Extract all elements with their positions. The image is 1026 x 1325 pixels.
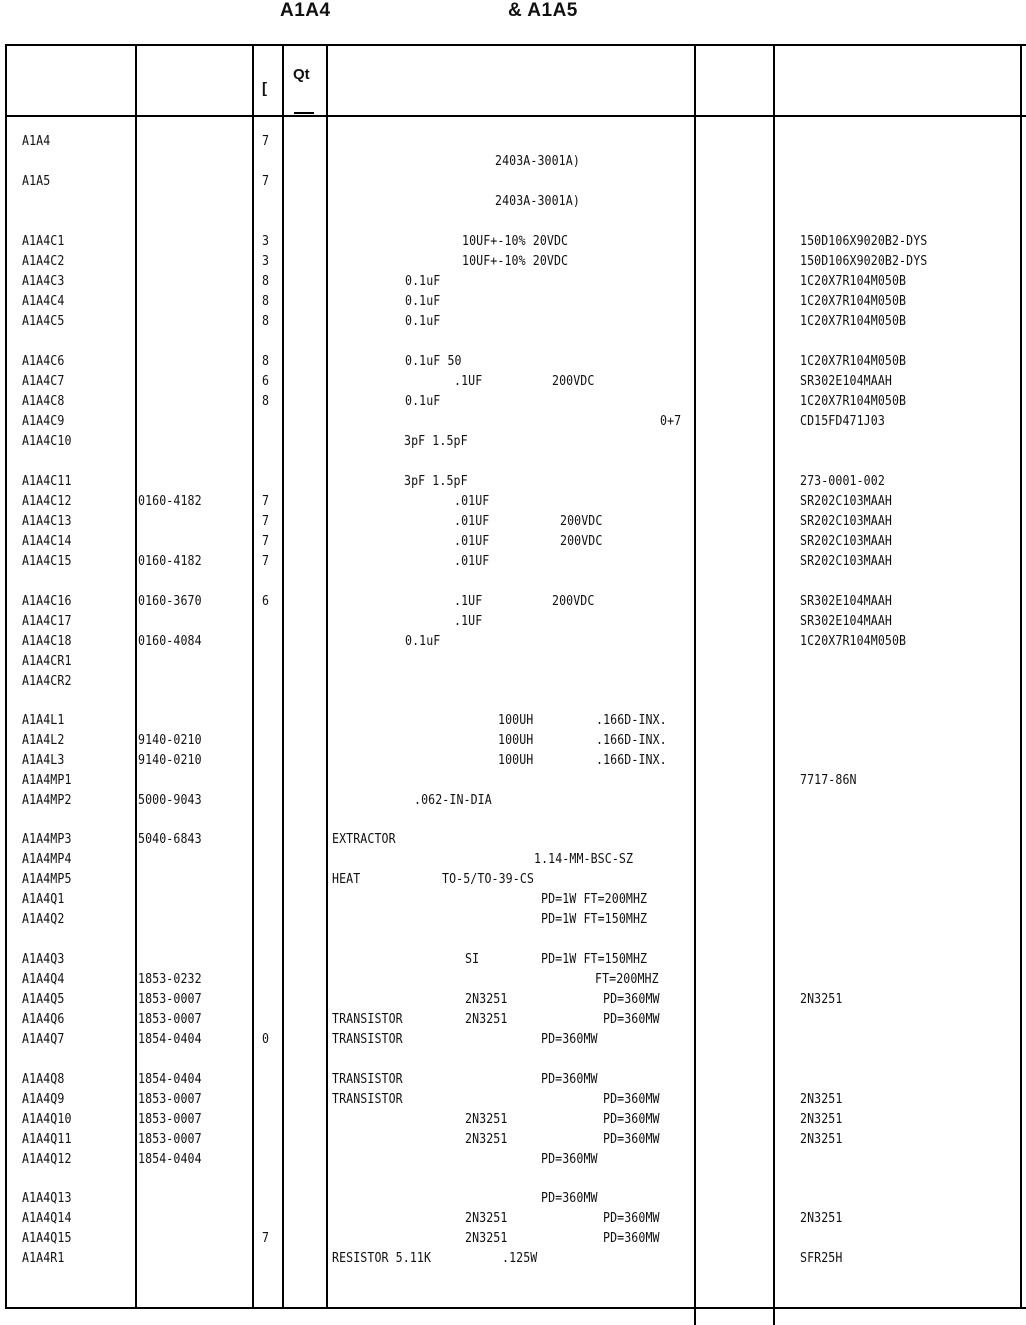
part-number: 5040-6843 (138, 831, 202, 847)
ref-designator: A1A4C15 (22, 553, 72, 569)
mfr-part-number: SFR25H (800, 1250, 843, 1266)
description: EXTRACTOR (332, 831, 396, 847)
ref-designator: A1A4Q7 (22, 1031, 65, 1047)
description: 1.14-MM-BSC-SZ (534, 851, 634, 867)
check-digit: 7 (262, 1230, 270, 1246)
description: 0.1uF (405, 273, 441, 289)
ref-designator: A1A4Q2 (22, 911, 65, 927)
ref-designator: A1A4Q8 (22, 1071, 65, 1087)
mfr-part-number: CD15FD471J03 (800, 413, 885, 429)
part-number: 1853-0007 (138, 1091, 202, 1107)
description-detail: PD=360MW (603, 1011, 660, 1027)
description: 100UH (498, 712, 534, 728)
description: 0.1uF (405, 393, 441, 409)
mfr-part-number: 2N3251 (800, 991, 843, 1007)
ref-designator: A1A4C2 (22, 253, 65, 269)
check-digit: 7 (262, 173, 270, 189)
ref-designator: A1A4 (22, 133, 51, 149)
description-detail: 200VDC (552, 373, 595, 389)
ref-designator: A1A4Q15 (22, 1230, 72, 1246)
col-line-6 (773, 44, 775, 1325)
description: RESISTOR 5.11K (332, 1250, 432, 1266)
description-detail: PD=360MW (603, 1230, 660, 1246)
check-digit: 7 (262, 133, 270, 149)
mfr-part-number: 273-0001-002 (800, 473, 885, 489)
mfr-part-number: 2N3251 (800, 1210, 843, 1226)
description: TRANSISTOR (332, 1011, 403, 1027)
ref-designator: A1A4C18 (22, 633, 72, 649)
description: .1UF (454, 373, 483, 389)
ref-designator: A1A4Q13 (22, 1190, 72, 1206)
description-detail: PD=360MW (603, 1210, 660, 1226)
ref-designator: A1A4C11 (22, 473, 72, 489)
qty-tick (294, 112, 314, 114)
description-detail: PD=360MW (541, 1190, 598, 1206)
ref-designator: A1A4L3 (22, 752, 65, 768)
ref-designator: A1A4C4 (22, 293, 65, 309)
mfr-part-number: 1C20X7R104M050B (800, 273, 907, 289)
description: 100UH (498, 752, 534, 768)
check-digit: 7 (262, 513, 270, 529)
description: .01UF (454, 533, 490, 549)
col-line-2 (252, 44, 254, 1309)
ref-designator: A1A4Q4 (22, 971, 65, 987)
description: TRANSISTOR (332, 1031, 403, 1047)
check-digit: 3 (262, 233, 270, 249)
description-detail: TO-5/TO-39-CS (442, 871, 534, 887)
description: 2N3251 (465, 1131, 508, 1147)
ref-designator: A1A4C8 (22, 393, 65, 409)
check-digit: 8 (262, 293, 270, 309)
ref-designator: A1A4MP2 (22, 792, 72, 808)
description-detail: PD=360MW (541, 1071, 598, 1087)
description-detail: PD=360MW (603, 991, 660, 1007)
description: 2N3251 (465, 1230, 508, 1246)
description-detail: 200VDC (560, 513, 603, 529)
ref-designator: A1A4C1 (22, 233, 65, 249)
part-number: 9140-0210 (138, 732, 202, 748)
part-number: 0160-4084 (138, 633, 202, 649)
description: .1UF (454, 593, 483, 609)
description: 2N3251 (465, 1210, 508, 1226)
description: 2403A-3001A) (495, 193, 580, 209)
mfr-part-number: SR202C103MAAH (800, 513, 892, 529)
part-number: 1854-0404 (138, 1151, 202, 1167)
ref-designator: A1A4MP5 (22, 871, 72, 887)
mfr-part-number: 1C20X7R104M050B (800, 313, 907, 329)
description: 100UH (498, 732, 534, 748)
title-a1a5: & A1A5 (508, 0, 578, 21)
col-line-0 (5, 44, 7, 1309)
part-number: 9140-0210 (138, 752, 202, 768)
part-number: 1854-0404 (138, 1071, 202, 1087)
ref-designator: A1A4Q6 (22, 1011, 65, 1027)
description: 3pF 1.5pF (404, 433, 468, 449)
check-digit: 6 (262, 593, 270, 609)
mfr-part-number: 1C20X7R104M050B (800, 293, 907, 309)
ref-designator: A1A4L2 (22, 732, 65, 748)
description-detail: PD=360MW (541, 1031, 598, 1047)
col-line-4 (326, 44, 328, 1309)
header-divider (5, 115, 1026, 117)
table-bottom-border (5, 1307, 1026, 1309)
mfr-part-number: 150D106X9020B2-DYS (800, 253, 928, 269)
description: 0.1uF (405, 293, 441, 309)
mfr-part-number: 150D106X9020B2-DYS (800, 233, 928, 249)
description-detail: PD=360MW (541, 1151, 598, 1167)
ref-designator: A1A4C14 (22, 533, 72, 549)
col-line-3 (282, 44, 284, 1309)
part-number: 1853-0232 (138, 971, 202, 987)
description: TRANSISTOR (332, 1071, 403, 1087)
part-number: 0160-4182 (138, 493, 202, 509)
ref-designator: A1A4Q9 (22, 1091, 65, 1107)
description-detail: PD=360MW (603, 1091, 660, 1107)
description: .1UF (454, 613, 483, 629)
ref-designator: A1A4C3 (22, 273, 65, 289)
ref-designator: A1A4MP1 (22, 772, 72, 788)
part-number: 1853-0007 (138, 1011, 202, 1027)
ref-designator: A1A4MP3 (22, 831, 72, 847)
ref-designator: A1A4C6 (22, 353, 65, 369)
col-line-7 (1020, 44, 1022, 1309)
description: .01UF (454, 553, 490, 569)
description-detail: 200VDC (560, 533, 603, 549)
ref-designator: A1A4Q12 (22, 1151, 72, 1167)
check-digit: 7 (262, 493, 270, 509)
description: 2403A-3001A) (495, 153, 580, 169)
check-digit: 8 (262, 353, 270, 369)
check-digit: 6 (262, 373, 270, 389)
mfr-part-number: 2N3251 (800, 1091, 843, 1107)
description-detail: .125W (502, 1250, 538, 1266)
description-detail: 2N3251 (465, 1011, 508, 1027)
check-digit: 0 (262, 1031, 270, 1047)
ref-designator: A1A4Q1 (22, 891, 65, 907)
check-digit: 3 (262, 253, 270, 269)
mfr-part-number: SR302E104MAAH (800, 613, 892, 629)
description-detail: PD=1W FT=150MHZ (541, 951, 648, 967)
mfr-part-number: 1C20X7R104M050B (800, 393, 907, 409)
description-detail: .166D-INX. (596, 752, 667, 768)
col-line-5 (694, 44, 696, 1325)
description: SI (465, 951, 480, 967)
description: 10UF+-10% 20VDC (462, 253, 569, 269)
mfr-part-number: SR202C103MAAH (800, 553, 892, 569)
description: 2N3251 (465, 991, 508, 1007)
ref-designator: A1A4Q10 (22, 1111, 72, 1127)
description-detail: FT=200MHZ (595, 971, 659, 987)
header-col-d: [ (262, 80, 267, 97)
description-detail: .166D-INX. (596, 712, 667, 728)
mfr-part-number: 1C20X7R104M050B (800, 633, 907, 649)
ref-designator: A1A4Q14 (22, 1210, 72, 1226)
ref-designator: A1A4MP4 (22, 851, 72, 867)
ref-designator: A1A4C13 (22, 513, 72, 529)
check-digit: 8 (262, 393, 270, 409)
ref-designator: A1A4R1 (22, 1250, 65, 1266)
ref-designator: A1A4C9 (22, 413, 65, 429)
mfr-part-number: SR202C103MAAH (800, 493, 892, 509)
description: .062-IN-DIA (414, 792, 492, 808)
mfr-part-number: 1C20X7R104M050B (800, 353, 907, 369)
mfr-part-number: SR202C103MAAH (800, 533, 892, 549)
description-detail: .166D-INX. (596, 732, 667, 748)
table-top-border (5, 44, 1026, 46)
description-detail: PD=1W FT=200MHZ (541, 891, 648, 907)
description: TRANSISTOR (332, 1091, 403, 1107)
ref-designator: A1A4L1 (22, 712, 65, 728)
check-digit: 8 (262, 313, 270, 329)
title-a1a4: A1A4 (280, 0, 331, 21)
ref-designator: A1A4C5 (22, 313, 65, 329)
ref-designator: A1A4Q5 (22, 991, 65, 1007)
part-number: 1854-0404 (138, 1031, 202, 1047)
mfr-part-number: SR302E104MAAH (800, 593, 892, 609)
ref-designator: A1A4C10 (22, 433, 72, 449)
part-number: 1853-0007 (138, 991, 202, 1007)
description-detail: PD=360MW (603, 1111, 660, 1127)
description-detail: PD=360MW (603, 1131, 660, 1147)
description: 0.1uF (405, 313, 441, 329)
ref-designator: A1A4CR1 (22, 653, 72, 669)
ref-designator: A1A4Q11 (22, 1131, 72, 1147)
ref-designator: A1A4CR2 (22, 673, 72, 689)
description: 0.1uF (405, 633, 441, 649)
ref-designator: A1A4Q3 (22, 951, 65, 967)
check-digit: 7 (262, 533, 270, 549)
ref-designator: A1A4C12 (22, 493, 72, 509)
part-number: 5000-9043 (138, 792, 202, 808)
description: 10UF+-10% 20VDC (462, 233, 569, 249)
check-digit: 8 (262, 273, 270, 289)
mfr-part-number: 7717-86N (800, 772, 857, 788)
description: 2N3251 (465, 1111, 508, 1127)
description-detail: 0+7 (660, 413, 682, 429)
header-col-qty: Qt (293, 66, 310, 83)
description: 3pF 1.5pF (404, 473, 468, 489)
description: 0.1uF 50 (405, 353, 462, 369)
part-number: 0160-3670 (138, 593, 202, 609)
ref-designator: A1A4C16 (22, 593, 72, 609)
mfr-part-number: SR302E104MAAH (800, 373, 892, 389)
description-detail: PD=1W FT=150MHZ (541, 911, 648, 927)
ref-designator: A1A4C7 (22, 373, 65, 389)
ref-designator: A1A4C17 (22, 613, 72, 629)
part-number: 1853-0007 (138, 1111, 202, 1127)
part-number: 1853-0007 (138, 1131, 202, 1147)
description: .01UF (454, 513, 490, 529)
description: HEAT (332, 871, 361, 887)
ref-designator: A1A5 (22, 173, 51, 189)
mfr-part-number: 2N3251 (800, 1111, 843, 1127)
mfr-part-number: 2N3251 (800, 1131, 843, 1147)
check-digit: 7 (262, 553, 270, 569)
description: .01UF (454, 493, 490, 509)
part-number: 0160-4182 (138, 553, 202, 569)
description-detail: 200VDC (552, 593, 595, 609)
col-line-1 (135, 44, 137, 1309)
